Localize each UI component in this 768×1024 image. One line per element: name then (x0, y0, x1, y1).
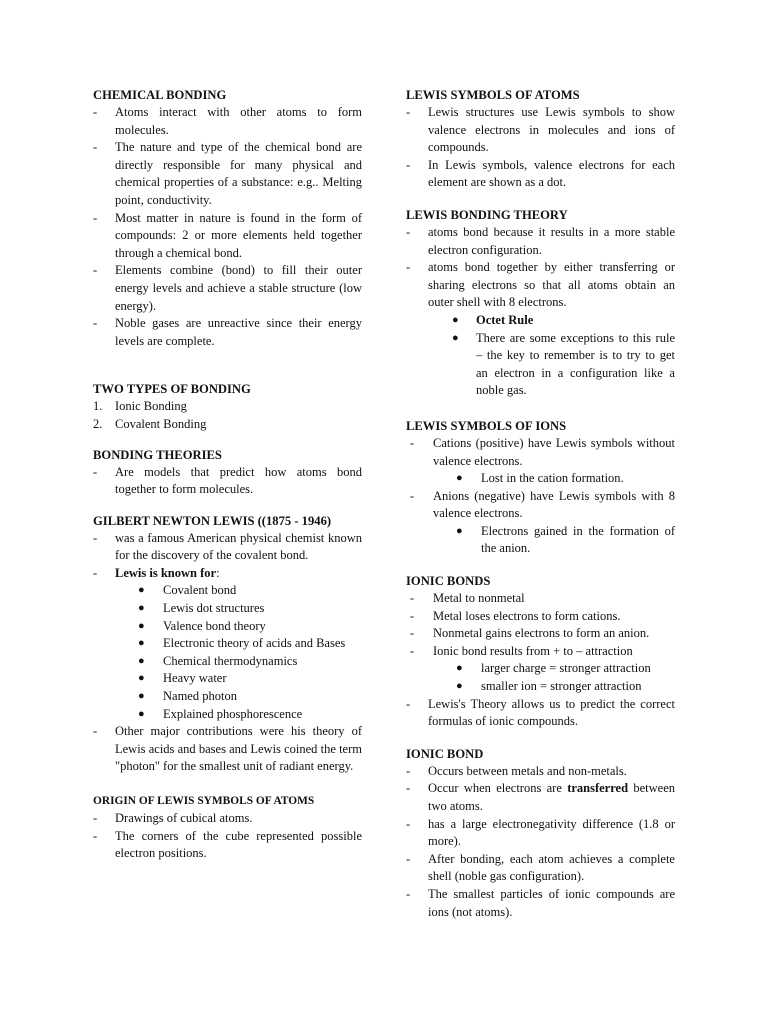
list-ionic-bond (406, 763, 675, 921)
list-item: ● smaller ion = stronger attraction (456, 679, 642, 694)
list-item: - Noble gases are unreactive since their energy levels are complete. (93, 316, 362, 348)
heading-bonding-theories: BONDING THEORIES (93, 447, 222, 462)
heading-two-types: TWO TYPES OF BONDING (93, 382, 251, 397)
list-item: - Lewis structures use Lewis symbols to show valence electrons in molecules and ions of compounds. (406, 105, 675, 155)
list-item: ● Valence bond theory (138, 618, 266, 633)
list-bonding-theories (93, 464, 362, 499)
section-gilbert-lewis (93, 512, 362, 776)
list-item: ● Lost in the cation formation. (456, 471, 624, 486)
section-lewis-ions (406, 417, 675, 558)
list-item: ● Octet Rule (452, 312, 534, 327)
list-item: - In Lewis symbols, valence electrons for each element are shown as a dot. (406, 157, 675, 190)
section-lewis-symbols (406, 86, 675, 192)
list-lewis-symbols (406, 104, 675, 192)
list-item: - Elements combine (bond) to fill their outer energy levels and achieve a stable structure (low energy). (93, 263, 362, 313)
list-item: - Lewis's Theory allows us to predict the correct formulas of ionic compounds. (406, 696, 675, 729)
list-item: - Drawings of cubical atoms. (93, 811, 253, 825)
list-item: ● Named photon (138, 689, 237, 704)
list-item: ● Chemical thermodynamics (138, 653, 298, 668)
heading-chemical-bonding: CHEMICAL BONDING (93, 88, 227, 102)
section-bonding-theories (93, 446, 362, 499)
list-item: - Most matter in nature is found in the form of compounds: 2 or more elements held together through a chemical bond. (93, 210, 362, 260)
list-item: ● Electronic theory of acids and Bases (138, 636, 346, 651)
left-column (93, 86, 362, 863)
heading-lewis-theory: LEWIS BONDING THEORY (406, 207, 568, 222)
list-item: - atoms bond together by either transferring or sharing electrons so that all atoms obtain an outer shell with 8 electrons. (406, 260, 675, 310)
list-item: ● larger charge = stronger attraction (456, 661, 651, 676)
list-item: - Cations (positive) have Lewis symbols without valence electrons. (410, 435, 675, 468)
list-item: ● There are some exceptions to this rule – the key to remember is to try to get an electron in a configuration like a noble gas. (452, 330, 675, 398)
list-item: - Lewis is known for: (93, 565, 220, 580)
list-item: - The corners of the cube represented possible electron positions. (93, 828, 362, 861)
list-item: - After bonding, each atom achieves a complete shell (noble gas configuration). (406, 851, 675, 884)
list-item: - Anions (negative) have Lewis symbols with 8 valence electrons. (410, 488, 675, 521)
list-item: - Occur when electrons are transferred between two atoms. (406, 781, 675, 813)
list-origin (93, 810, 362, 863)
section-chemical-bonding (93, 86, 362, 350)
list-item: ● Covalent bond (138, 583, 237, 598)
list-item: ● Heavy water (138, 671, 227, 686)
list-ionic-bonds (406, 590, 675, 731)
list-item: 2. Covalent Bonding (93, 416, 207, 431)
list-item: - Other major contributions were his theory of Lewis acids and bases and Lewis coined the term "photon" for the smallest unit of radiant energy. (93, 724, 362, 774)
section-two-types (93, 380, 362, 433)
list-item: ● Explained phosphorescence (138, 706, 303, 721)
list-item: - The nature and type of the chemical bond are directly responsible for many physical and chemical properties of a substance: e.g.. Melting point, conductivity. (93, 140, 362, 207)
section-ionic-bonds (406, 572, 675, 731)
list-item: ● Lewis dot structures (138, 601, 265, 616)
list-gilbert-lewis (93, 530, 362, 776)
list-lewis-theory (406, 224, 675, 400)
heading-ionic-bonds: IONIC BONDS (406, 574, 491, 589)
list-item: - has a large electronegativity difference (1.8 or more). (406, 816, 675, 849)
section-ionic-bond (406, 745, 675, 921)
heading-gilbert-lewis: GILBERT NEWTON LEWIS ((1875 - 1946) (93, 513, 332, 528)
heading-origin: ORIGIN OF LEWIS SYMBOLS OF ATOMS (93, 795, 315, 807)
list-item: - Metal loses electrons to form cations. (410, 608, 621, 623)
right-column (406, 86, 675, 921)
list-item: - Are models that predict how atoms bond together to form molecules. (93, 464, 362, 497)
section-lewis-theory (406, 206, 675, 400)
list-item: - Metal to nonmetal (410, 591, 525, 606)
list-two-types (93, 398, 362, 433)
heading-ionic-bond: IONIC BOND (406, 746, 484, 761)
heading-lewis-ions: LEWIS SYMBOLS OF IONS (406, 418, 567, 433)
list-item: - The smallest particles of ionic compounds are ions (not atoms). (406, 886, 675, 919)
list-item: 1. Ionic Bonding (93, 399, 187, 414)
list-lewis-ions (406, 435, 675, 558)
list-item: - Atoms interact with other atoms to form molecules. (93, 105, 362, 137)
list-item: ● Electrons gained in the formation of the anion. (456, 523, 675, 556)
list-item: - atoms bond because it results in a more stable electron configuration. (406, 224, 675, 257)
heading-lewis-symbols: LEWIS SYMBOLS OF ATOMS (406, 88, 580, 102)
list-item: - Nonmetal gains electrons to form an anion. (410, 626, 650, 641)
list-item: - Occurs between metals and non-metals. (406, 763, 627, 778)
section-origin (93, 792, 362, 863)
list-item: - was a famous American physical chemist known for the discovery of the covalent bond. (93, 530, 362, 563)
list-chemical-bonding (93, 104, 362, 350)
list-item: - Ionic bond results from + to – attraction (410, 643, 633, 658)
